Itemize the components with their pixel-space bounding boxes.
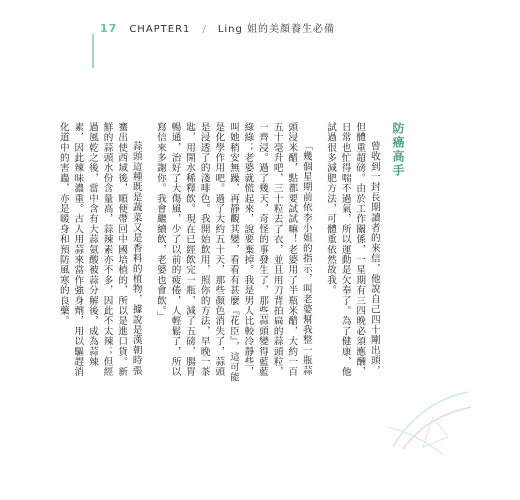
decorative-leaf-graphic [383,387,473,457]
page-number: 17 [100,22,118,35]
header-separator: / [202,24,206,35]
article-body [57,122,405,384]
paragraph-1: 曾收到一封長期讀者的來信，他說自己四十剛出頭，但體重超磅。由於工作關係，一星期有三四晚必須應酬，日常也忙得喘不過氣，所以運動是欠奉了。為了健康，他試過很多減肥方法，可體重依然故我。 [325,122,380,377]
book-title: Ling 姐的美顏養生必備 [217,24,336,35]
paragraph-3: 蒜頭這種既是蔬菜又是香料的植物，據說是漢朝時張騫出使西域後，順便帶回中國培植的，所以是進口貨。新鮮的蒜頭水份含量高，蒜辣素亦不多，因此不太辣；但經過風乾之後，當中含有大蒜氨酸被蒜分解後，成為蒜辣素，因此辣味濃重。古人用蒜來當作強身劑，用以驅趕消化道中的害蟲，亦是暖身和預防風寒的良藥。 [57,122,142,377]
running-header [100,20,335,35]
chapter-label: CHAPTER1 [129,24,191,35]
page-accent-line [92,34,94,68]
section-title: 防癌高手 [391,122,405,178]
paragraph-2: 「幾個星期前依李小姐的指示，叫老婆幫我整一瓶蒜頭浸米醋，點都要試試嘛！老婆用了半瓶米醋，大約一百五十毫升吧，三十粒去了衣，並且用刀背拍扁的蒜頭粒，一齊浸。過了幾天，奇怪的事發生了，那些蒜頭變得藍藍綠綠；老婆就慌起來，說要棄掉。我是男人比較冷靜些，叫她稍安無躁，再靜觀其變，看看有甚麼『花臣』，這可能是化學作用吧。過了大約五十天，那些顏色消失了，蒜頭是浸透了的淺啡色。我開始飲用，照你的方法，早晚一茶匙，用開水稀釋飲。現在已經飲完一瓶，減了五磅，腸胃暢通，治好了大傷風，少了以前的疲倦，人輕鬆了，所以寫信來多謝你。我會繼續飲，老婆也會飲。」 [154,122,312,383]
